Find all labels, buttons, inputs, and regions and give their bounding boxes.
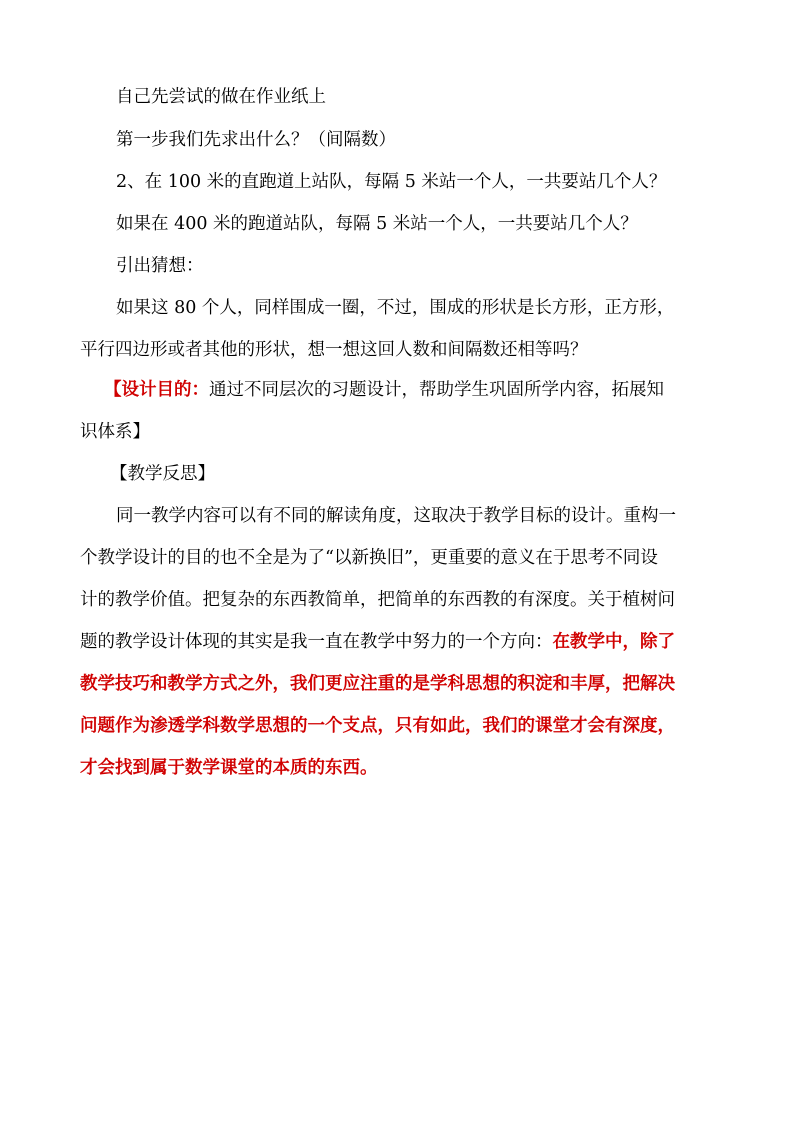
reflection-line-3: 计的教学价值。把复杂的东西教简单，把简单的东西教的有深度。关于植树问: [80, 590, 675, 610]
design-purpose-continuation: 识体系】: [80, 422, 150, 442]
line-first-step: 第一步我们先求出什么？（间隔数）: [116, 130, 396, 150]
design-purpose-text: 通过不同层次的习题设计，帮助学生巩固所学内容，拓展知: [209, 380, 664, 400]
line-problem-2: 2、在 100 米的直跑道上站队，每隔 5 米站一个人，一共要站几个人？: [116, 172, 667, 192]
line-problem-400m: 如果在 400 米的跑道站队，每隔 5 米站一个人，一共要站几个人？: [116, 214, 638, 234]
reflection-line-4-emphasis: 在教学中，除了: [552, 632, 675, 652]
reflection-line-2: 个教学设计的目的也不全是为了“以新换旧”，更重要的意义在于思考不同设: [80, 548, 658, 568]
reflection-line-7: 才会找到属于数学课堂的本质的东西。: [80, 758, 378, 778]
reflection-heading: 【教学反思】: [110, 464, 215, 484]
reflection-line-4-normal: 题的教学设计体现的其实是我一直在教学中努力的一个方向：: [80, 632, 553, 652]
line-lead-guess: 引出猜想：: [116, 256, 204, 276]
reflection-line-6: 问题作为渗透学科数学思想的一个支点，只有如此，我们的课堂才会有深度，: [80, 716, 675, 736]
reflection-line-4: [80, 631, 720, 653]
line-try-on-paper: 自己先尝试的做在作业纸上: [116, 87, 326, 107]
reflection-line-5: 教学技巧和教学方式之外，我们更应注重的是学科思想的积淀和丰厚，把解决: [80, 674, 675, 694]
reflection-line-1: 同一教学内容可以有不同的解读角度，这取决于教学目标的设计。重构一: [116, 506, 676, 526]
design-purpose-label: 【设计目的：: [104, 380, 209, 400]
design-purpose-line: [104, 379, 744, 401]
line-80-people: 如果这 80 个人，同样围成一圈，不过，围成的形状是长方形，正方形，: [116, 298, 675, 318]
line-shapes-question: 平行四边形或者其他的形状，想一想这回人数和间隔数还相等吗？: [80, 340, 588, 360]
